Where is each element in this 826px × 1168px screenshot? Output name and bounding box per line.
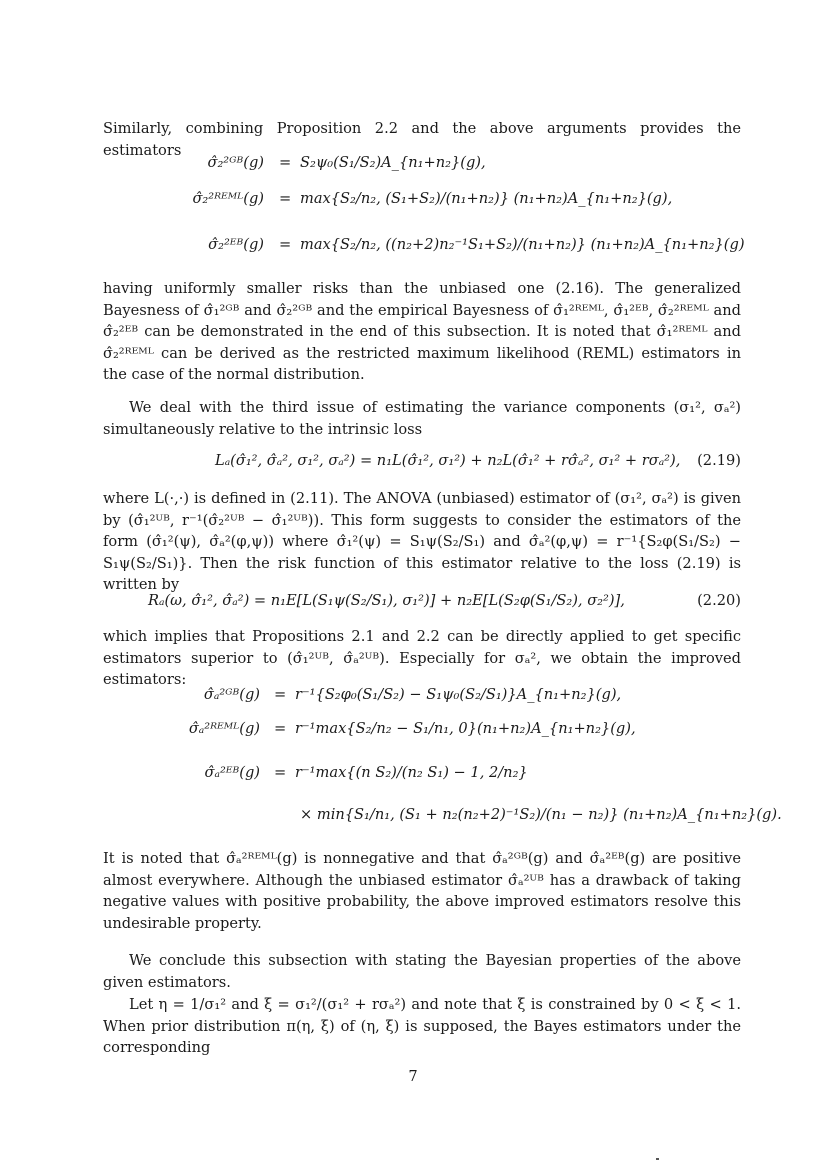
paragraph-7: We conclude this subsection with stating the Bayesian properties of the above given estimators. <box>103 952 741 991</box>
eq-risk-number: (2.20) <box>697 592 741 609</box>
equation-block-2 <box>0 680 826 840</box>
paragraph-5: which implies that Propositions 2.1 and 2.2 can be directly applied to get specific estimators superior to (σ̂₁²ᵁᴮ, σ̂ₐ²ᵁᴮ). Especially for σₐ², we obtain the improved estimators: <box>103 628 741 688</box>
eq5-lhs: σ̂ₐ²ᴿᴱᴹᴸ(g) <box>188 720 260 737</box>
eq5-rhs: r⁻¹max{S₂/n₂ − S₁/n₁, 0}(n₁+n₂)A_{n₁+n₂}(g), <box>295 720 636 737</box>
paragraph-2: having uniformly smaller risks than the unbiased one (2.16). The generalized Bayesness of σ̂₁²ᴳᴮ and σ̂₂²ᴳᴮ and the empirical Bayesness of σ̂₁²ᴿᴱᴹᴸ, σ̂₁²ᴱᴮ, σ̂₂²ᴿᴱᴹᴸ and σ̂₂²ᴱᴮ can be demonstrated in the end of this subsection. It is noted that σ̂₁²ᴿᴱᴹᴸ and σ̂₂²ᴿᴱᴹᴸ can be derived as the restricted maximum likelihood (REML) estimators in the case of the normal distribution. <box>103 280 741 383</box>
eq2-lhs: σ̂₂²ᴿᴱᴹᴸ(g) <box>192 190 264 207</box>
paragraph-4: where L(·,·) is defined in (2.11). The ANOVA (unbiased) estimator of (σ₁², σₐ²) is given by (σ̂₁²ᵁᴮ, r⁻¹(σ̂₂²ᵁᴮ − σ̂₁²ᵁᴮ)). This form suggests to consider the estimators of the form (σ̂₁²(ψ), σ̂ₐ²(φ,ψ)) where σ̂₁²(ψ) = S₁ψ(S₂/S₁) and σ̂ₐ²(φ,ψ) = r⁻¹{S₂φ(S₁/S₂) − S₁ψ(S₂/S₁)}. Then the risk function of this estimator relative to the loss (2.19) is written by <box>103 490 741 593</box>
eq1-rhs: S₂ψ₀(S₁/S₂)A_{n₁+n₂}(g), <box>300 154 486 171</box>
eq7-rhs: × min{S₁/n₁, (S₁ + n₂(n₂+2)⁻¹S₂)/(n₁ − n₂)} (n₁+n₂)A_{n₁+n₂}(g). <box>300 806 782 823</box>
eq3-lhs: σ̂₂²ᴱᴮ(g) <box>208 236 264 253</box>
paragraph-8: Let η = 1/σ₁² and ξ = σ₁²/(σ₁² + rσₐ²) and note that ξ is constrained by 0 < ξ < 1. When prior distribution π(η, ξ) of (η, ξ) is supposed, the Bayes estimators under the corresponding <box>103 996 741 1056</box>
equation-block-1 <box>0 148 826 276</box>
eq-loss-body: Lₐ(σ̂₁², σ̂ₐ², σ₁², σₐ²) = n₁L(σ̂₁², σ₁²) + n₂L(σ̂₁² + rσ̂ₐ², σ₁² + rσₐ²), <box>215 452 681 469</box>
eq4-rhs: r⁻¹{S₂φ₀(S₁/S₂) − S₁ψ₀(S₂/S₁)}A_{n₁+n₂}(g), <box>295 686 622 703</box>
eq2-eq-sign: = <box>279 190 292 207</box>
paragraph-1: Similarly, combining Proposition 2.2 and the above arguments provides the estimators <box>103 120 741 159</box>
page-number: 7 <box>408 1068 418 1085</box>
eq2-rhs: max{S₂/n₂, (S₁+S₂)/(n₁+n₂)} (n₁+n₂)A_{n₁+n₂}(g), <box>300 190 673 207</box>
eq6-eq-sign: = <box>274 764 287 781</box>
eq1-lhs: σ̂₂²ᴳᴮ(g) <box>207 154 264 171</box>
eq-loss-number: (2.19) <box>697 452 741 469</box>
scan-speck <box>656 1158 659 1160</box>
eq4-lhs: σ̂ₐ²ᴳᴮ(g) <box>203 686 260 703</box>
equation-risk <box>0 590 826 616</box>
eq3-rhs: max{S₂/n₂, ((n₂+2)n₂⁻¹S₁+S₂)/(n₁+n₂)} (n₁+n₂)A_{n₁+n₂}(g) <box>300 236 745 253</box>
eq1-eq-sign: = <box>279 154 292 171</box>
eq4-eq-sign: = <box>274 686 287 703</box>
paragraph-6: It is noted that σ̂ₐ²ᴿᴱᴹᴸ(g) is nonnegative and that σ̂ₐ²ᴳᴮ(g) and σ̂ₐ²ᴱᴮ(g) are positive almost everywhere. Although the unbiased estimator σ̂ₐ²ᵁᴮ has a drawback of taking negative values with positive probability, the above improved estimators resolve this undesirable property. <box>103 850 741 932</box>
paragraph-3: We deal with the third issue of estimating the variance components (σ₁², σₐ²) simultaneously relative to the intrinsic loss <box>103 399 741 438</box>
eq3-eq-sign: = <box>279 236 292 253</box>
eq-risk-body: Rₐ(ω, σ̂₁², σ̂ₐ²) = n₁E[L(S₁ψ(S₂/S₁), σ₁²)] + n₂E[L(S₂φ(S₁/S₂), σ₂²)], <box>148 592 625 609</box>
eq6-rhs: r⁻¹max{(n S₂)/(n₂ S₁) − 1, 2/n₂} <box>295 764 528 781</box>
eq6-lhs: σ̂ₐ²ᴱᴮ(g) <box>204 764 260 781</box>
eq5-eq-sign: = <box>274 720 287 737</box>
equation-loss <box>0 450 826 476</box>
